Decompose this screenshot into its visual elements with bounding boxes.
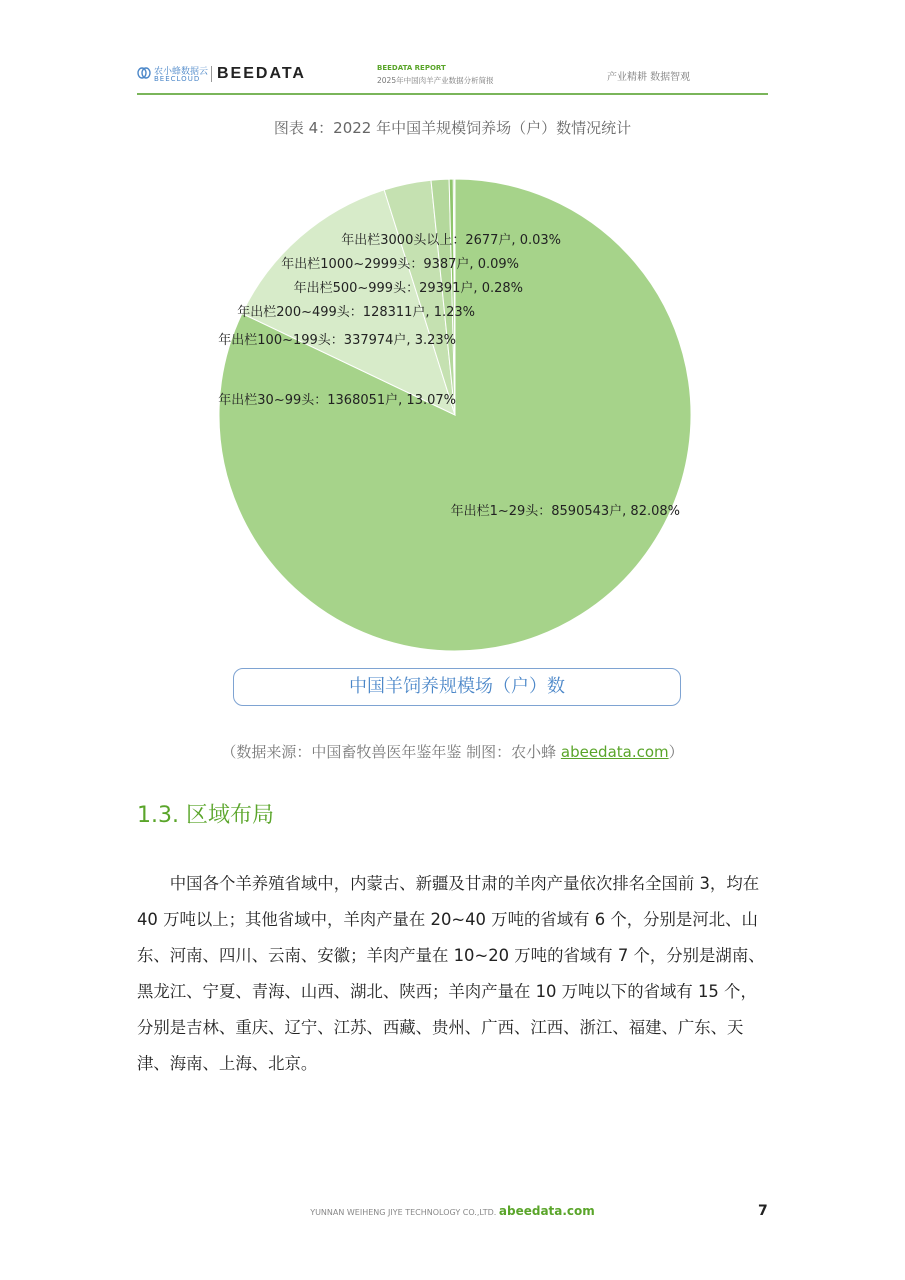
report-subtitle: 2025年中国肉羊产业数据分析简报 xyxy=(377,76,494,85)
pie-slice-label: 年出栏200~499头：128311户, 1.23% xyxy=(237,305,475,320)
footer-company: YUNNAN WEIHENG JIYE TECHNOLOGY CO.,LTD. xyxy=(310,1208,497,1217)
section-title: 1.3. 区域布局 xyxy=(137,803,274,828)
brand-wordmark: BEEDATA xyxy=(217,65,306,82)
chart-caption: 中国羊饲养规模场（户）数 xyxy=(233,668,681,706)
source-close: ） xyxy=(668,743,684,761)
pie-slice-label: 年出栏3000头以上：2677户, 0.03% xyxy=(341,233,561,248)
header-tagline: 产业精耕 数据智观 xyxy=(607,72,691,83)
page-footer xyxy=(0,1204,905,1218)
pie-slice-label: 年出栏500~999头：29391户, 0.28% xyxy=(293,281,523,296)
report-title: BEEDATA REPORT xyxy=(377,64,446,72)
figure-title: 图表 4：2022 年中国羊规模饲养场（户）数情况统计 xyxy=(273,119,632,137)
pie-slice-label: 年出栏1000~2999头：9387户, 0.09% xyxy=(281,257,519,272)
pie-slice-label: 年出栏30~99头：1368051户, 13.07% xyxy=(218,393,456,408)
pie-slice-label: 年出栏100~199头：337974户, 3.23% xyxy=(218,333,456,348)
brand-name-en: BEECLOUD xyxy=(154,75,201,83)
source-text: （数据来源：中国畜牧兽医年鉴年鉴 制图：农小蜂 xyxy=(221,743,561,761)
brand-name-cn: 农小蜂数据云 xyxy=(154,67,209,77)
section-paragraph: 中国各个羊养殖省域中，内蒙古、新疆及甘肃的羊肉产量依次排名全国前 3，均在 40 万吨以上；其他省域中，羊肉产量在 20~40 万吨的省域有 6 个，分别是河北、山东、河南、四川、云南、安徽；羊肉产量在 10~20 万吨的省域有 7 个，分别是湖南、黑龙江、宁夏、青海、山西、湖北、陕西；羊肉产量在 10 万吨以下的省域有 15 个，分别是吉林、重庆、辽宁、江苏、西藏、贵州、广西、江西、浙江、福建、广东、天津、海南、上海、北京。 xyxy=(137,874,765,1073)
pie-slice-label: 年出栏1~29头：8590543户, 82.08% xyxy=(450,504,680,519)
data-source xyxy=(0,741,905,762)
source-link[interactable]: abeedata.com xyxy=(560,743,669,761)
pie-slices xyxy=(219,179,691,651)
footer-site[interactable]: abeedata.com xyxy=(498,1204,595,1218)
page-number: 7 xyxy=(758,1203,768,1219)
